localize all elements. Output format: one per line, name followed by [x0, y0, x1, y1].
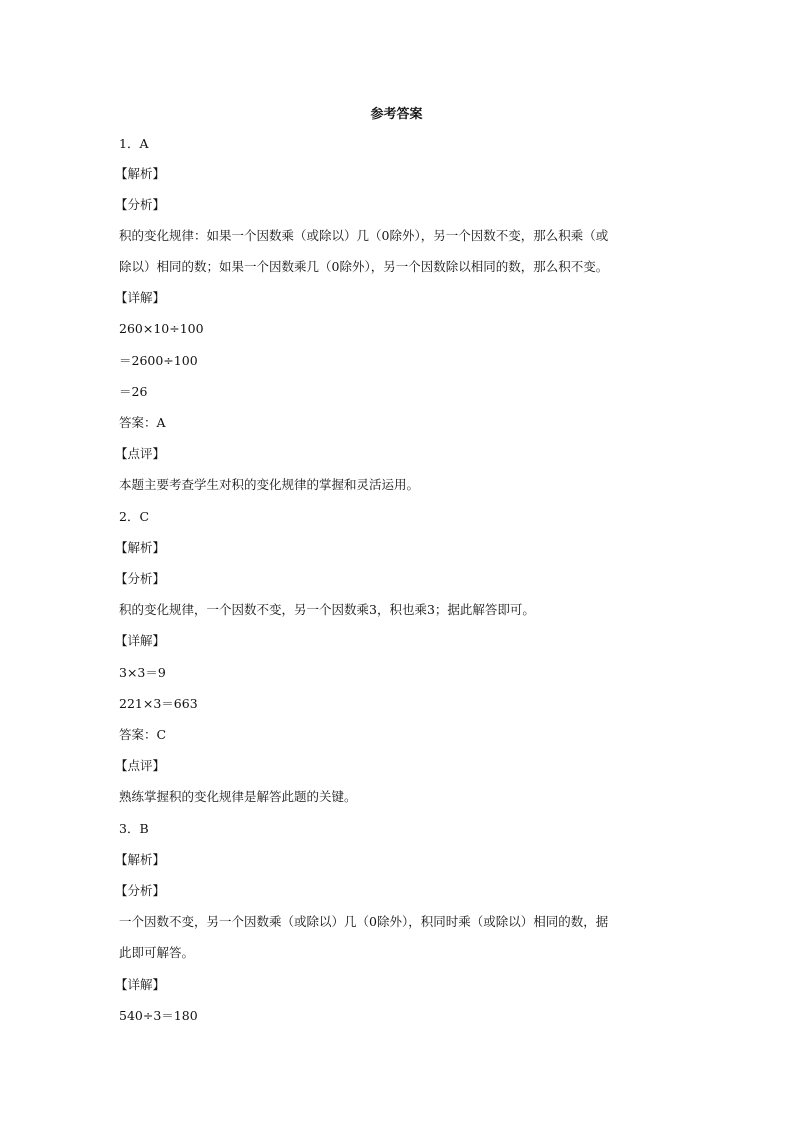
q1-dianping-text: 本题主要考查学生对积的变化规律的掌握和灵活运用。 [119, 477, 420, 492]
q1-step-2: ＝2600÷100 [119, 353, 198, 368]
q3-fenxi-text-1: 一个因数不变，另一个因数乘（或除以）几（0除外），积同时乘（或除以）相同的数，据 [119, 914, 609, 929]
q1-number: 1．A [119, 136, 149, 151]
q3-fenxi-heading: 【分析】 [115, 883, 166, 898]
q2-fenxi-text-1: 积的变化规律，一个因数不变，另一个因数乘3，积也乘3；据此解答即可。 [119, 602, 535, 617]
q3-fenxi-text-2: 此即可解答。 [119, 945, 195, 960]
q2-dianping-heading: 【点评】 [115, 758, 166, 773]
q2-jiexi-heading: 【解析】 [115, 540, 166, 555]
q1-fenxi-text-1: 积的变化规律：如果一个因数乘（或除以）几（0除外），另一个因数不变，那么积乘（或 [119, 228, 609, 243]
q1-xiangjie-heading: 【详解】 [115, 290, 166, 305]
q2-number: 2．C [119, 509, 150, 524]
q2-step-1: 3×3＝9 [119, 665, 166, 680]
q1-fenxi-heading: 【分析】 [115, 197, 166, 212]
q1-fenxi-text-2: 除以）相同的数；如果一个因数乘几（0除外），另一个因数除以相同的数，那么积不变。 [119, 259, 609, 274]
q2-xiangjie-heading: 【详解】 [115, 633, 166, 648]
q1-step-3: ＝26 [119, 384, 148, 399]
q3-step-1: 540÷3＝180 [119, 1008, 198, 1023]
q2-step-2: 221×3＝663 [119, 696, 198, 711]
q3-jiexi-heading: 【解析】 [115, 852, 166, 867]
q1-step-1: 260×10÷100 [119, 321, 204, 336]
q3-xiangjie-heading: 【详解】 [115, 977, 166, 992]
q3-number: 3．B [119, 821, 149, 836]
q2-answer: 答案：C [119, 727, 167, 742]
q1-answer: 答案：A [119, 415, 166, 430]
page-title: 参考答案 [370, 107, 423, 122]
q1-jiexi-heading: 【解析】 [115, 166, 166, 181]
q2-fenxi-heading: 【分析】 [115, 571, 166, 586]
q2-dianping-text: 熟练掌握积的变化规律是解答此题的关键。 [119, 789, 357, 804]
q1-dianping-heading: 【点评】 [115, 446, 166, 461]
